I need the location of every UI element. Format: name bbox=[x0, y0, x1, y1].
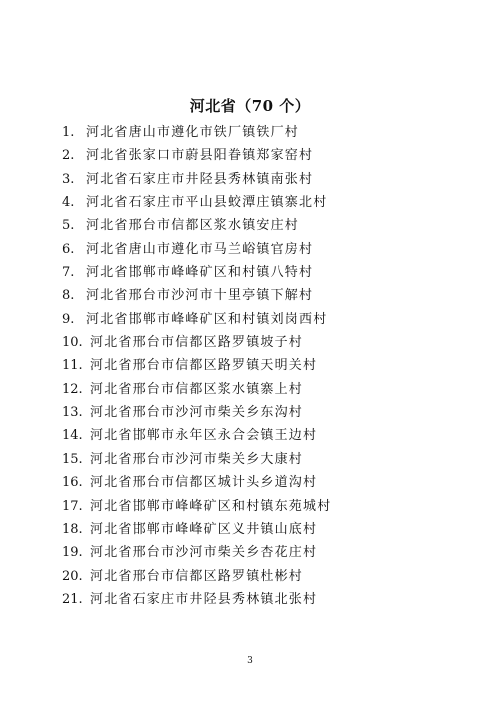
list-item bbox=[62, 354, 462, 377]
item-number: 4. bbox=[62, 195, 75, 211]
item-number: 9. bbox=[62, 311, 75, 327]
item-name: 河北省石家庄市井陉县秀林镇南张村 bbox=[86, 171, 314, 187]
item-number: 6. bbox=[62, 241, 75, 257]
list-item bbox=[62, 424, 462, 447]
list-item bbox=[62, 191, 462, 214]
item-name: 河北省邢台市沙河市十里亭镇下解村 bbox=[86, 288, 314, 304]
page-number: 3 bbox=[247, 656, 253, 666]
item-name: 河北省唐山市遵化市马兰峪镇官房村 bbox=[86, 241, 314, 257]
list-item bbox=[62, 331, 462, 354]
village-list bbox=[62, 121, 462, 611]
item-number: 18. bbox=[62, 521, 83, 537]
item-name: 河北省邢台市信都区路罗镇坡子村 bbox=[90, 335, 304, 351]
list-item bbox=[62, 261, 462, 284]
item-name: 河北省邢台市信都区城计头乡道沟村 bbox=[90, 475, 318, 491]
item-name: 河北省张家口市蔚县阳眷镇郑家窑村 bbox=[86, 148, 314, 164]
item-name: 河北省唐山市遵化市铁厂镇铁厂村 bbox=[86, 125, 300, 140]
list-item bbox=[62, 144, 462, 167]
list-item bbox=[62, 541, 462, 564]
item-number: 3. bbox=[62, 171, 75, 187]
list-item bbox=[62, 588, 462, 611]
item-number: 21. bbox=[62, 591, 83, 607]
item-name: 河北省邢台市信都区路罗镇天明关村 bbox=[90, 358, 318, 374]
item-name: 河北省邢台市信都区路罗镇杜彬村 bbox=[90, 568, 304, 584]
list-item bbox=[62, 284, 462, 307]
item-name: 河北省石家庄市井陉县秀林镇北张村 bbox=[90, 591, 318, 607]
list-item bbox=[62, 518, 462, 541]
item-name: 河北省邯郸市永年区永合会镇王边村 bbox=[90, 428, 318, 444]
item-number: 14. bbox=[62, 428, 83, 444]
list-item bbox=[62, 448, 462, 471]
list-item bbox=[62, 308, 462, 331]
list-item bbox=[62, 401, 462, 424]
item-number: 16. bbox=[62, 475, 83, 491]
item-name: 河北省石家庄市平山县蛟潭庄镇寨北村 bbox=[86, 195, 328, 211]
item-number: 13. bbox=[62, 405, 83, 421]
list-item bbox=[62, 168, 462, 191]
list-item bbox=[62, 238, 462, 261]
list-item bbox=[62, 471, 462, 494]
item-number: 12. bbox=[62, 381, 83, 397]
item-number: 20. bbox=[62, 568, 83, 584]
list-item bbox=[62, 121, 462, 144]
item-name: 河北省邯郸市峰峰矿区和村镇东苑城村 bbox=[90, 498, 332, 514]
item-number: 8. bbox=[62, 288, 75, 304]
item-number: 15. bbox=[62, 451, 83, 467]
item-number: 1. bbox=[62, 125, 75, 140]
item-number: 17. bbox=[62, 498, 83, 514]
item-name: 河北省邢台市沙河市柴关乡杏花庄村 bbox=[90, 545, 318, 561]
item-name: 河北省邢台市沙河市柴关乡东沟村 bbox=[90, 405, 304, 421]
section-title: 河北省（70 个） bbox=[189, 97, 311, 115]
item-name: 河北省邯郸市峰峰矿区和村镇八特村 bbox=[86, 265, 314, 281]
list-item bbox=[62, 495, 462, 518]
list-item bbox=[62, 378, 462, 401]
list-item bbox=[62, 214, 462, 237]
item-number: 19. bbox=[62, 545, 83, 561]
item-number: 7. bbox=[62, 265, 75, 281]
item-name: 河北省邯郸市峰峰矿区和村镇刘岗西村 bbox=[86, 311, 328, 327]
item-number: 10. bbox=[62, 335, 83, 351]
item-number: 2. bbox=[62, 148, 75, 164]
item-name: 河北省邢台市沙河市柴关乡大康村 bbox=[90, 451, 304, 467]
item-name: 河北省邢台市信都区浆水镇寨上村 bbox=[90, 381, 304, 397]
item-number: 5. bbox=[62, 218, 75, 234]
list-item bbox=[62, 565, 462, 588]
item-name: 河北省邢台市信都区浆水镇安庄村 bbox=[86, 218, 300, 234]
item-name: 河北省邯郸市峰峰矿区义井镇山底村 bbox=[90, 521, 318, 537]
item-number: 11. bbox=[62, 358, 83, 374]
